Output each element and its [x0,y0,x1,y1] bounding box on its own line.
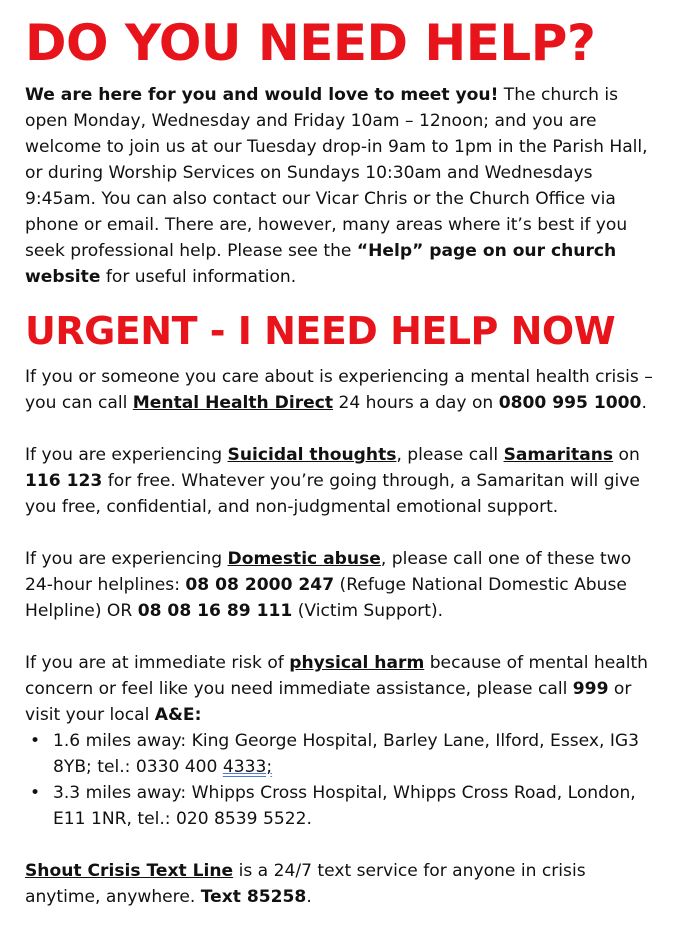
text: 24 hours a day on [333,393,499,413]
refuge-phone: 08 08 2000 247 [185,575,335,595]
text: because of mental health concern or feel like you need immediate assistance, please call [25,653,649,699]
physical-harm-paragraph [25,650,663,728]
text: If you or someone you care about is experiencing a mental health crisis – you can call [25,367,653,413]
intro-bold-text: We are here for you and would love to meet you! [25,85,499,105]
hospital-text: 1.6 miles away: King George Hospital, Barley Lane, Ilford, Essex, IG3 8YB; tel.: 0330 400 [53,731,640,777]
hospital-text-flagged: 4333; [222,757,273,777]
list-item [25,728,663,780]
bullet-icon: • [30,731,41,751]
shout-crisis-link[interactable]: Shout Crisis Text Line [25,861,234,881]
physical-harm-link[interactable]: physical harm [289,653,425,673]
ae-label: A&E: [154,705,202,725]
text: . [306,887,312,907]
emergency-phone: 999 [572,679,609,699]
text: If you are experiencing [25,445,228,465]
help-intro-paragraph [25,82,663,290]
suicidal-thoughts-link[interactable]: Suicidal thoughts [227,445,397,465]
text: If you are at immediate risk of [25,653,290,673]
text: , please call [396,445,504,465]
mental-health-paragraph [25,364,663,416]
text: is a 24/7 text service for anyone in crisis anytime, anywhere. [25,861,586,907]
samaritans-link[interactable]: Samaritans [503,445,614,465]
shout-paragraph [25,858,663,910]
mental-health-direct-link[interactable]: Mental Health Direct [132,393,334,413]
suicidal-thoughts-paragraph [25,442,663,520]
text: for free. Whatever you’re going through, a Samaritan will give you free, confidential, and non-judgmental emotional support. [25,471,640,517]
text: (Refuge National Domestic Abuse Helpline) OR [25,575,627,621]
intro-text: The church is open Monday, Wednesday and Friday 10am – 12noon; and you are welcome to join us at our Tuesday drop-in 9am to 1pm in the Parish Hall, or during Worship Services on Sundays 10:30am and Wednesdays 9:45am. You can also contact our Vicar Chris or the Church Office via phone or email. There are, however, many areas where it’s best if you seek professional help. Please see the [25,85,648,261]
text-number: Text 85258 [200,887,307,907]
bullet-icon: • [30,783,41,803]
text: . [641,393,647,413]
urgent-heading: URGENT - I NEED HELP NOW [25,309,616,353]
domestic-abuse-paragraph [25,546,663,624]
text: on [613,445,640,465]
hospital-text: 3.3 miles away: Whipps Cross Hospital, Whipps Cross Road, London, E11 1NR, tel.: 020 8539 5522. [53,783,636,829]
text: , please call one of these two 24-hour helplines: [25,549,632,595]
mental-health-phone: 0800 995 1000 [498,393,642,413]
hospital-list [25,728,663,832]
text: (Victim Support). [292,601,444,621]
domestic-abuse-link[interactable]: Domestic abuse [227,549,381,569]
text: or visit your local [25,679,632,725]
intro-end-text: for useful information. [100,267,297,287]
samaritans-phone: 116 123 [25,471,103,491]
list-item [25,780,663,832]
text: If you are experiencing [25,549,228,569]
help-page-reference: “Help” page on our church website [25,241,617,287]
victim-support-phone: 08 08 16 89 111 [137,601,293,621]
help-heading: DO YOU NEED HELP? [25,14,596,72]
